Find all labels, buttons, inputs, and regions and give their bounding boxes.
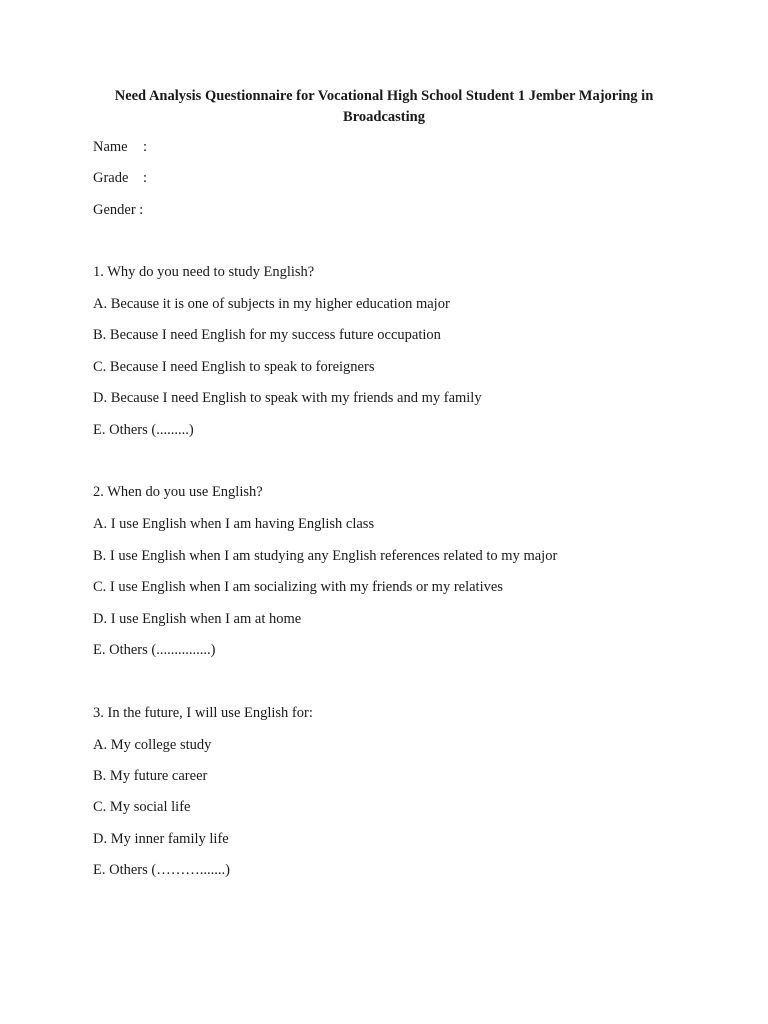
question-2-option-d: D. I use English when I am at home	[93, 611, 302, 627]
question-2: 2. When do you use English?	[93, 484, 263, 500]
question-1-option-a: A. Because it is one of subjects in my higher education major	[93, 296, 450, 312]
question-3: 3. In the future, I will use English for:	[93, 705, 313, 721]
question-2-option-a: A. I use English when I am having English class	[93, 516, 375, 532]
question-1-option-c: C. Because I need English to speak to foreigners	[93, 359, 375, 375]
question-2-option-e: E. Others (...............)	[93, 642, 216, 658]
grade-field	[93, 169, 147, 187]
question-1-option-e: E. Others (.........)	[93, 422, 194, 438]
name-colon: :	[143, 139, 148, 155]
question-3-option-d: D. My inner family life	[93, 831, 229, 847]
question-1: 1. Why do you need to study English?	[93, 264, 315, 280]
question-2-option-b: B. I use English when I am studying any English references related to my major	[93, 548, 558, 564]
question-3-option-e: E. Others (……….......)	[93, 862, 230, 878]
question-2-option-c: C. I use English when I am socializing with my friends or my relatives	[93, 579, 503, 595]
question-3-option-a: A. My college study	[93, 737, 212, 753]
gender-field	[93, 201, 143, 219]
gender-label: Gender :	[93, 202, 144, 218]
question-3-option-c: C. My social life	[93, 799, 191, 815]
grade-label: Grade	[93, 170, 129, 186]
question-1-option-d: D. Because I need English to speak with my friends and my family	[93, 390, 482, 406]
name-label: Name	[93, 139, 128, 155]
document-title: Need Analysis Questionnaire for Vocational High School Student 1 Jember Majoring in Broadcasting	[114, 88, 654, 125]
grade-colon: :	[143, 170, 148, 186]
question-1-option-b: B. Because I need English for my success future occupation	[93, 327, 441, 343]
question-3-option-b: B. My future career	[93, 768, 208, 784]
name-field	[93, 138, 147, 156]
